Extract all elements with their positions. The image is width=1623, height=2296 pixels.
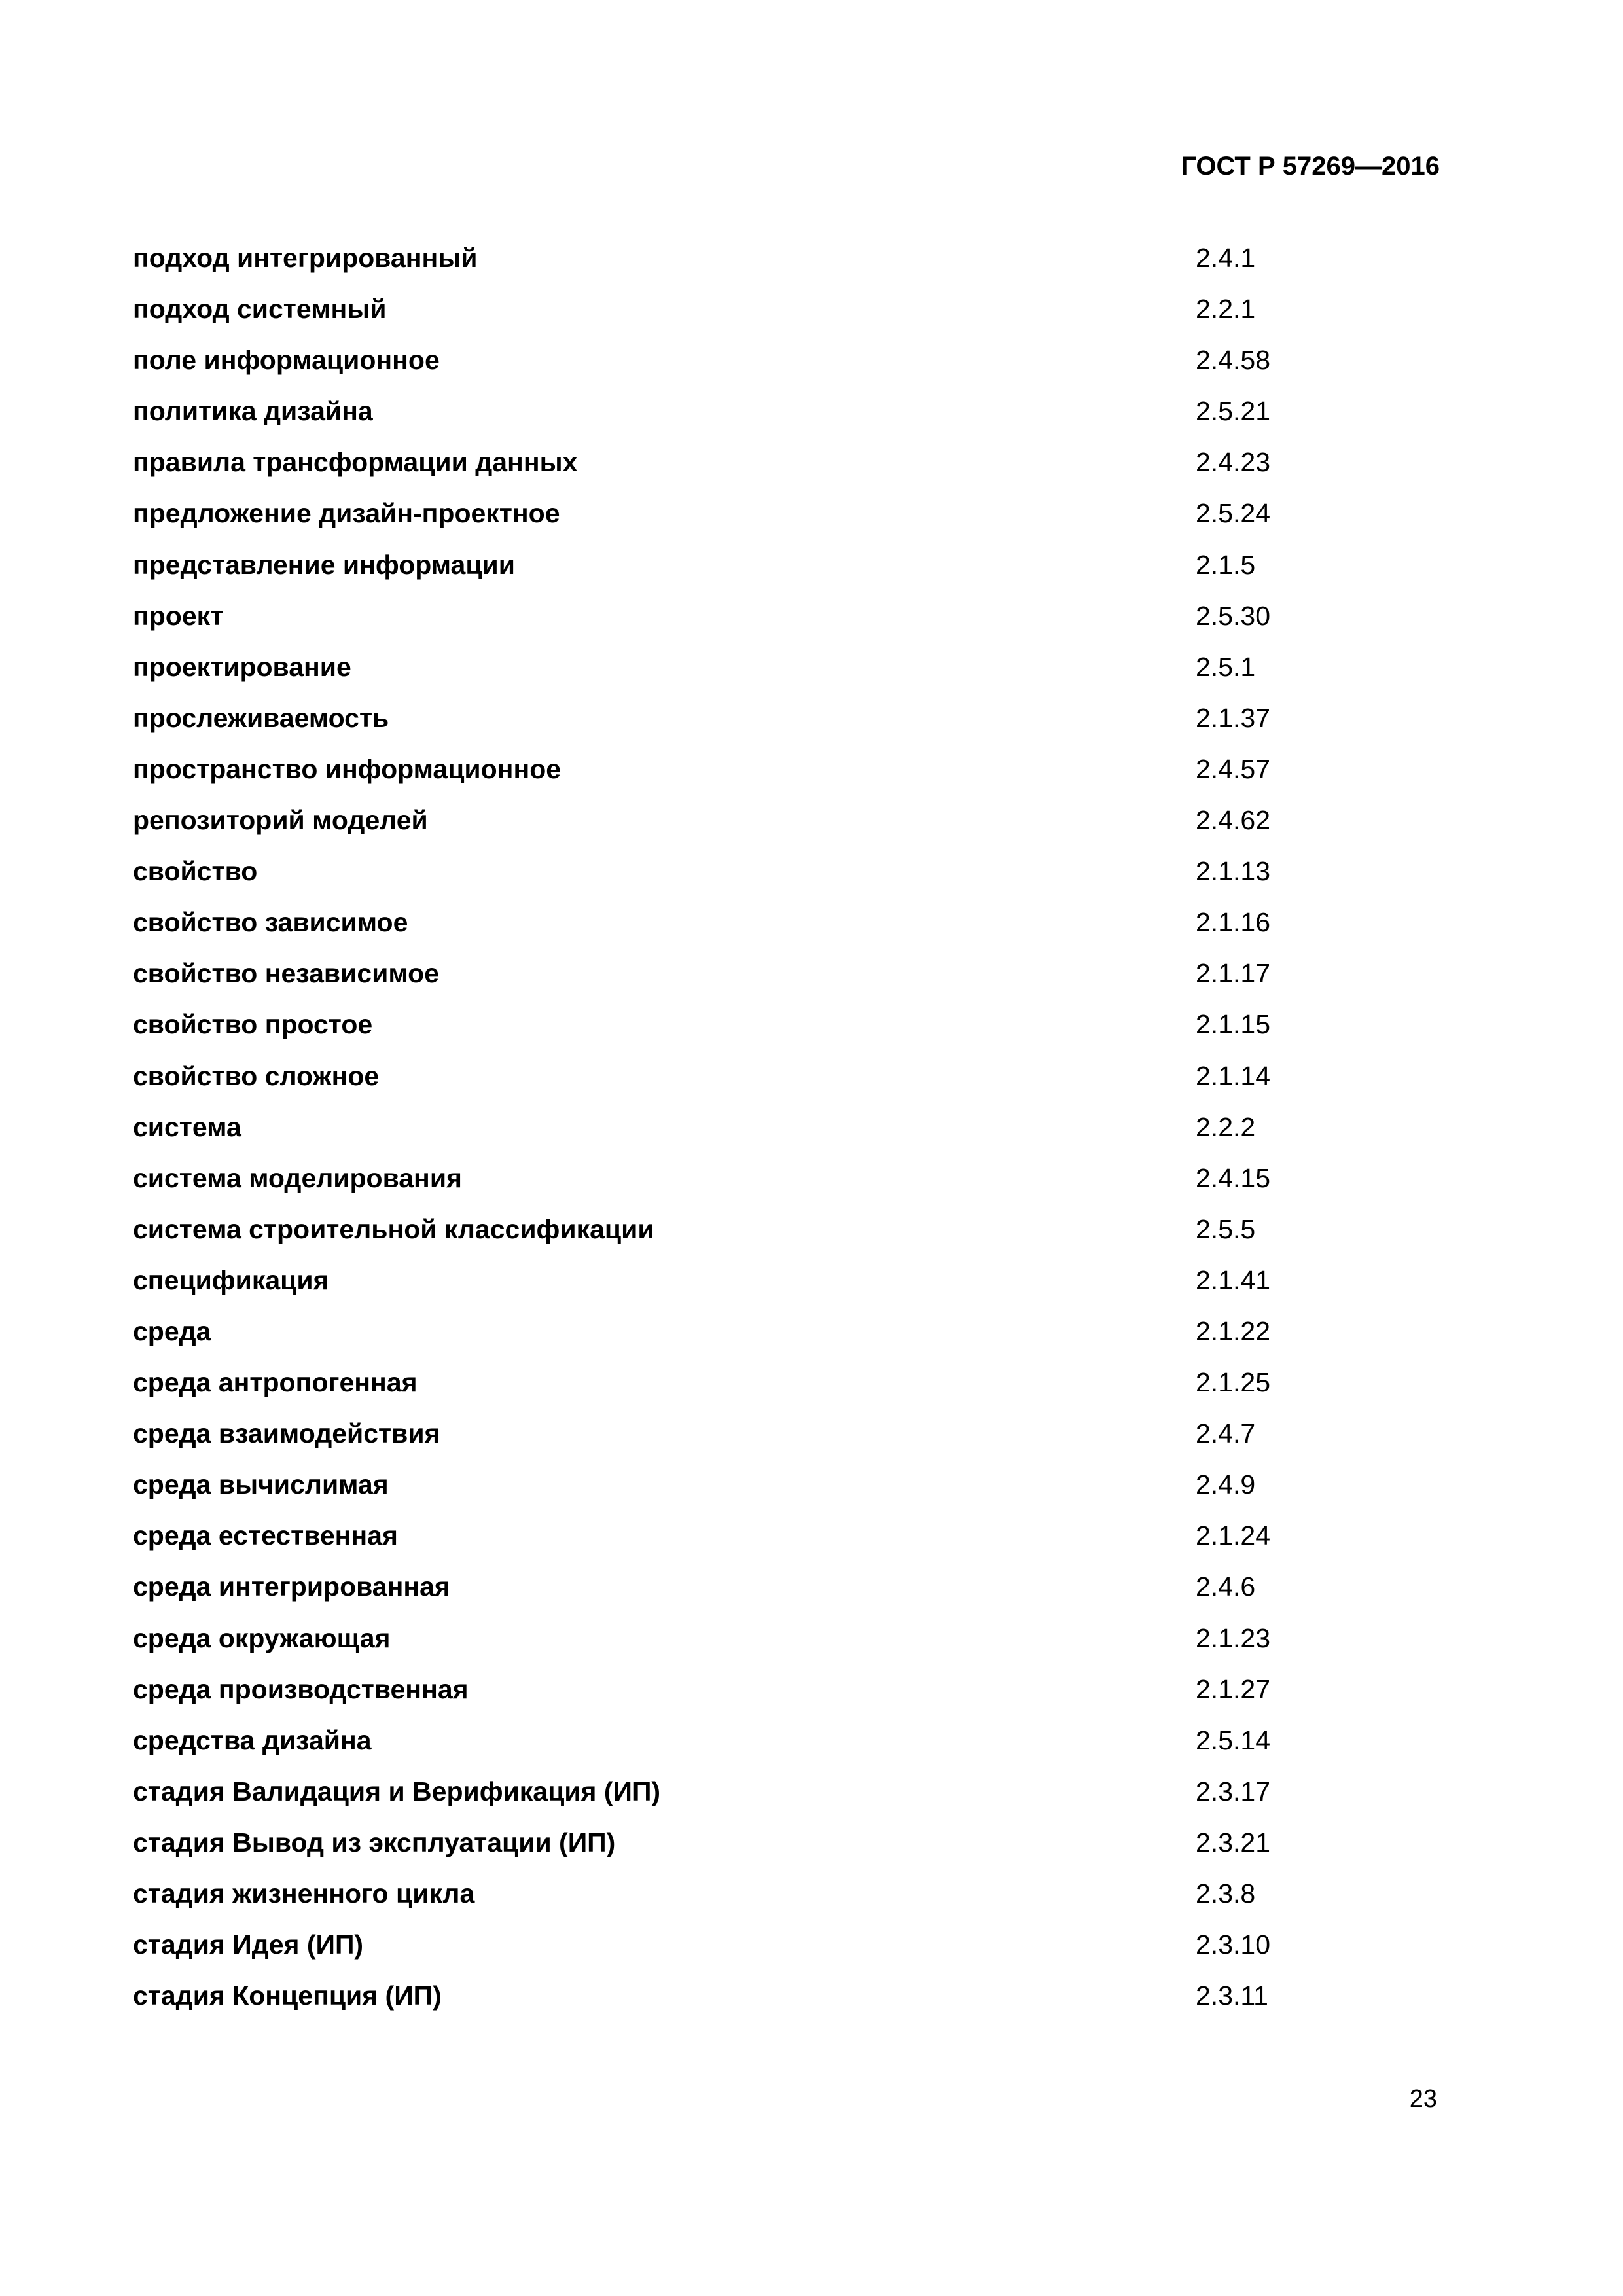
index-entry [133,1109,1376,1160]
entry-reference-number: 2.4.62 [1196,805,1270,836]
entry-term: среда естественная [133,1520,398,1551]
index-entry [133,342,1376,393]
entry-term: политика дизайна [133,396,373,427]
entry-term: среда взаимодействия [133,1418,440,1449]
entry-reference-number: 2.1.37 [1196,702,1270,733]
index-entry [133,649,1376,700]
entry-reference-number: 2.4.7 [1196,1418,1256,1449]
index-entry [133,1006,1376,1057]
entry-term: свойство независимое [133,958,439,989]
entry-term: стадия Концепция (ИП) [133,1981,442,2011]
entry-term: спецификация [133,1265,329,1295]
entry-reference-number: 2.5.5 [1196,1213,1256,1244]
entry-reference-number: 2.5.14 [1196,1725,1270,1755]
index-entry [133,1875,1376,1926]
index-entry [133,1313,1376,1364]
entry-term: стадия жизненного цикла [133,1878,475,1909]
entry-reference-number: 2.1.14 [1196,1060,1270,1091]
entry-term: предложение дизайн-проектное [133,498,560,529]
index-entry [133,1568,1376,1619]
entry-term: система [133,1111,241,1142]
entry-term: правила трансформации данных [133,447,578,478]
entry-term: пространство информационное [133,753,562,784]
entry-term: среда производственная [133,1674,469,1704]
entry-reference-number: 2.1.27 [1196,1674,1270,1704]
entry-reference-number: 2.5.30 [1196,600,1270,631]
term-index-list [133,240,1376,2028]
entry-reference-number: 2.2.1 [1196,294,1256,325]
document-code: ГОСТ Р 57269—2016 [1181,152,1440,181]
index-entry [133,393,1376,444]
entry-term: система строительной классификации [133,1213,654,1244]
index-entry [133,1058,1376,1109]
index-entry [133,700,1376,751]
entry-term: свойство сложное [133,1060,380,1091]
index-entry [133,1415,1376,1466]
index-entry [133,240,1376,291]
entry-reference-number: 2.1.5 [1196,549,1256,580]
entry-reference-number: 2.1.16 [1196,907,1270,938]
entry-term: средства дизайна [133,1725,372,1755]
entry-reference-number: 2.1.41 [1196,1265,1270,1295]
entry-reference-number: 2.3.21 [1196,1827,1270,1857]
entry-term: свойство простое [133,1009,373,1040]
index-entry [133,1160,1376,1211]
entry-term: среда антропогенная [133,1367,418,1398]
entry-term: среда интегрированная [133,1571,450,1602]
entry-reference-number: 2.1.24 [1196,1520,1270,1551]
entry-term: свойство [133,856,258,887]
entry-reference-number: 2.1.23 [1196,1623,1270,1653]
index-entry [133,598,1376,649]
index-entry [133,291,1376,342]
entry-reference-number: 2.4.58 [1196,345,1270,376]
entry-reference-number: 2.1.13 [1196,856,1270,887]
index-entry [133,751,1376,802]
index-entry [133,1262,1376,1313]
entry-reference-number: 2.1.25 [1196,1367,1270,1398]
entry-reference-number: 2.5.21 [1196,396,1270,427]
index-entry [133,1773,1376,1824]
entry-term: представление информации [133,549,515,580]
page-number: 23 [1409,2085,1437,2113]
index-entry [133,547,1376,598]
index-entry [133,1722,1376,1773]
entry-term: система моделирования [133,1162,462,1193]
entry-reference-number: 2.4.9 [1196,1469,1256,1500]
entry-term: среда окружающая [133,1623,391,1653]
index-entry [133,444,1376,495]
index-entry [133,1926,1376,1977]
entry-reference-number: 2.3.17 [1196,1776,1270,1806]
entry-reference-number: 2.4.1 [1196,243,1256,273]
entry-reference-number: 2.4.15 [1196,1162,1270,1193]
entry-term: подход системный [133,294,387,325]
entry-reference-number: 2.4.23 [1196,447,1270,478]
entry-reference-number: 2.1.17 [1196,958,1270,989]
entry-term: стадия Идея (ИП) [133,1929,364,1960]
entry-term: проект [133,600,224,631]
index-entry [133,1977,1376,2028]
index-entry [133,1364,1376,1415]
index-entry [133,853,1376,904]
entry-term: подход интегрированный [133,243,478,273]
index-entry [133,1620,1376,1671]
entry-term: поле информационное [133,345,440,376]
entry-reference-number: 2.4.6 [1196,1571,1256,1602]
entry-term: стадия Валидация и Верификация (ИП) [133,1776,661,1806]
entry-term: среда вычислимая [133,1469,389,1500]
entry-reference-number: 2.5.24 [1196,498,1270,529]
index-entry [133,802,1376,853]
entry-reference-number: 2.3.11 [1196,1981,1268,2011]
entry-term: среда [133,1316,211,1346]
entry-term: репозиторий моделей [133,805,428,836]
index-entry [133,1466,1376,1517]
index-entry [133,955,1376,1006]
entry-reference-number: 2.4.57 [1196,753,1270,784]
entry-reference-number: 2.1.22 [1196,1316,1270,1346]
entry-term: стадия Вывод из эксплуатации (ИП) [133,1827,616,1857]
index-entry [133,1824,1376,1875]
entry-reference-number: 2.5.1 [1196,651,1256,682]
entry-term: проектирование [133,651,351,682]
index-entry [133,1517,1376,1568]
index-entry [133,495,1376,546]
entry-term: прослеживаемость [133,702,389,733]
entry-term: свойство зависимое [133,907,408,938]
index-entry [133,1671,1376,1722]
index-entry [133,1211,1376,1262]
entry-reference-number: 2.2.2 [1196,1111,1256,1142]
entry-reference-number: 2.3.8 [1196,1878,1256,1909]
index-entry [133,904,1376,955]
entry-reference-number: 2.1.15 [1196,1009,1270,1040]
entry-reference-number: 2.3.10 [1196,1929,1270,1960]
